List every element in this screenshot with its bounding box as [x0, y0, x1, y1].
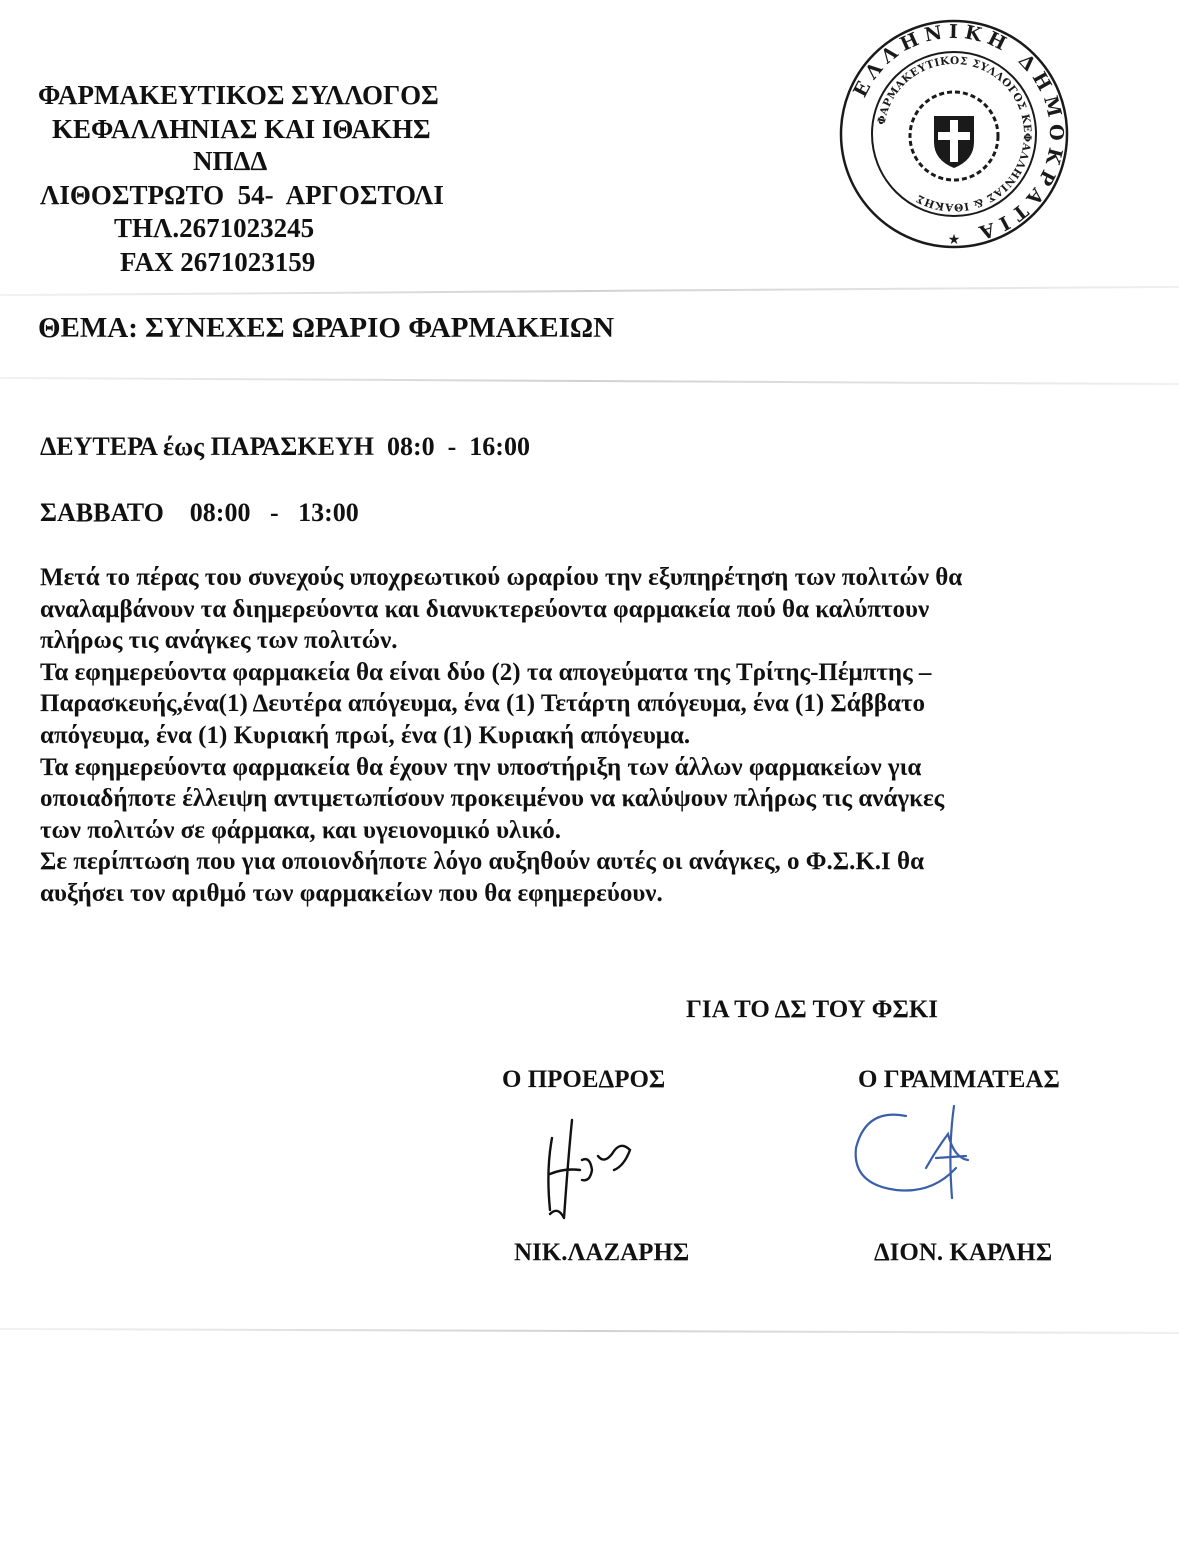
letterhead-fax: FAX 2671023159 — [120, 247, 316, 277]
body-line: αυξήσει τον αριθμό των φαρμακείων που θα εφημερεύουν. — [40, 879, 663, 907]
president-name: ΝΙΚ.ΛΑΖΑΡΗΣ — [514, 1239, 690, 1266]
official-stamp — [838, 18, 1070, 250]
body-line: Παρασκευής,ένα(1) Δευτέρα απόγευμα, ένα (1) Τετάρτη απόγευμα, ένα (1) Σάββατο — [40, 690, 926, 718]
stamp-star-icon: ★ — [947, 233, 961, 248]
secretary-name: ΔΙΟΝ. ΚΑΡΛΗΣ — [874, 1239, 1053, 1266]
schedule-saturday: ΣΑΒΒΑΤΟ 08:00 - 13:00 — [40, 498, 359, 527]
body-line: των πολιτών σε φάρμακα, και υγειονομικό υλικό. — [40, 816, 561, 844]
body-line: Σε περίπτωση που για οποιονδήποτε λόγο αυξηθούν αυτές οι ανάγκες, ο Φ.Σ.Κ.Ι θα — [40, 848, 925, 876]
body-line: οποιαδήποτε έλλειψη αντιμετωπίσουν προκειμένου να καλύψουν πλήρως τις ανάγκες — [40, 785, 945, 813]
letterhead-line-2: ΚΕΦΑΛΛΗΝΙΑΣ ΚΑΙ ΙΘΑΚΗΣ — [52, 114, 431, 144]
stamp-outer-text: ΕΛΛΗΝΙΚΗ ΔΗΜΟΚΡΑΤΙΑ — [849, 20, 1068, 245]
paper-fold-line — [0, 377, 1179, 385]
president-signature — [520, 1110, 650, 1230]
paper-fold-line — [0, 1328, 1179, 1334]
body-line: Τα εφημερεύοντα φαρμακεία θα είναι δύο (2) τα απογεύματα της Τρίτης-Πέμπτης – — [40, 658, 932, 686]
schedule-weekdays: ΔΕΥΤΕΡΑ έως ΠΑΡΑΣΚΕΥΗ 08:0 - 16:00 — [40, 432, 530, 461]
letterhead-line-3: ΝΠΔΔ — [193, 146, 268, 176]
stamp-inner-text: ΦΑΡΜΑΚΕΥΤΙΚΟΣ ΣΥΛΛΟΓΟΣ ΚΕΦΑΛΛΗΝΙΑΣ & ΙΘΑΚΗΣ — [875, 54, 1034, 214]
secretary-title: Ο ΓΡΑΜΜΑΤΕΑΣ — [858, 1066, 1060, 1093]
body-line: πλήρως τις ανάγκες των πολιτών. — [40, 627, 398, 655]
paper-fold-line — [0, 286, 1179, 296]
coat-of-arms-icon — [910, 92, 998, 180]
board-signoff: ΓΙΑ ΤΟ ΔΣ ΤΟΥ ΦΣΚΙ — [686, 996, 939, 1023]
president-title: Ο ΠΡΟΕΔΡΟΣ — [502, 1066, 666, 1093]
body-line: Μετά το πέρας του συνεχούς υποχρεωτικού ωραρίου την εξυπηρέτηση των πολιτών θα — [40, 564, 963, 591]
body-line: απόγευμα, ένα (1) Κυριακή πρωί, ένα (1) Κυριακή απόγευμα. — [40, 721, 691, 749]
secretary-signature — [836, 1098, 996, 1208]
body-line: Τα εφημερεύοντα φαρμακεία θα έχουν την υποστήριξη των άλλων φαρμακείων για — [40, 753, 922, 781]
letterhead-address: ΛΙΘΟΣΤΡΩΤΟ 54- ΑΡΓΟΣΤΟΛΙ — [40, 180, 444, 210]
letterhead-phone: ΤΗΛ.2671023245 — [114, 213, 315, 243]
letterhead-line-1: ΦΑΡΜΑΚΕΥΤΙΚΟΣ ΣΥΛΛΟΓΟΣ — [38, 80, 439, 110]
letter-body — [40, 562, 1120, 910]
body-line: αναλαμβάνουν τα διημερεύοντα και διανυκτερεύοντα φαρμακεία πού θα καλύπτουν — [40, 595, 930, 623]
subject-line: ΘΕΜΑ: ΣΥΝΕΧΕΣ ΩΡΑΡΙΟ ΦΑΡΜΑΚΕΙΩΝ — [38, 312, 615, 344]
